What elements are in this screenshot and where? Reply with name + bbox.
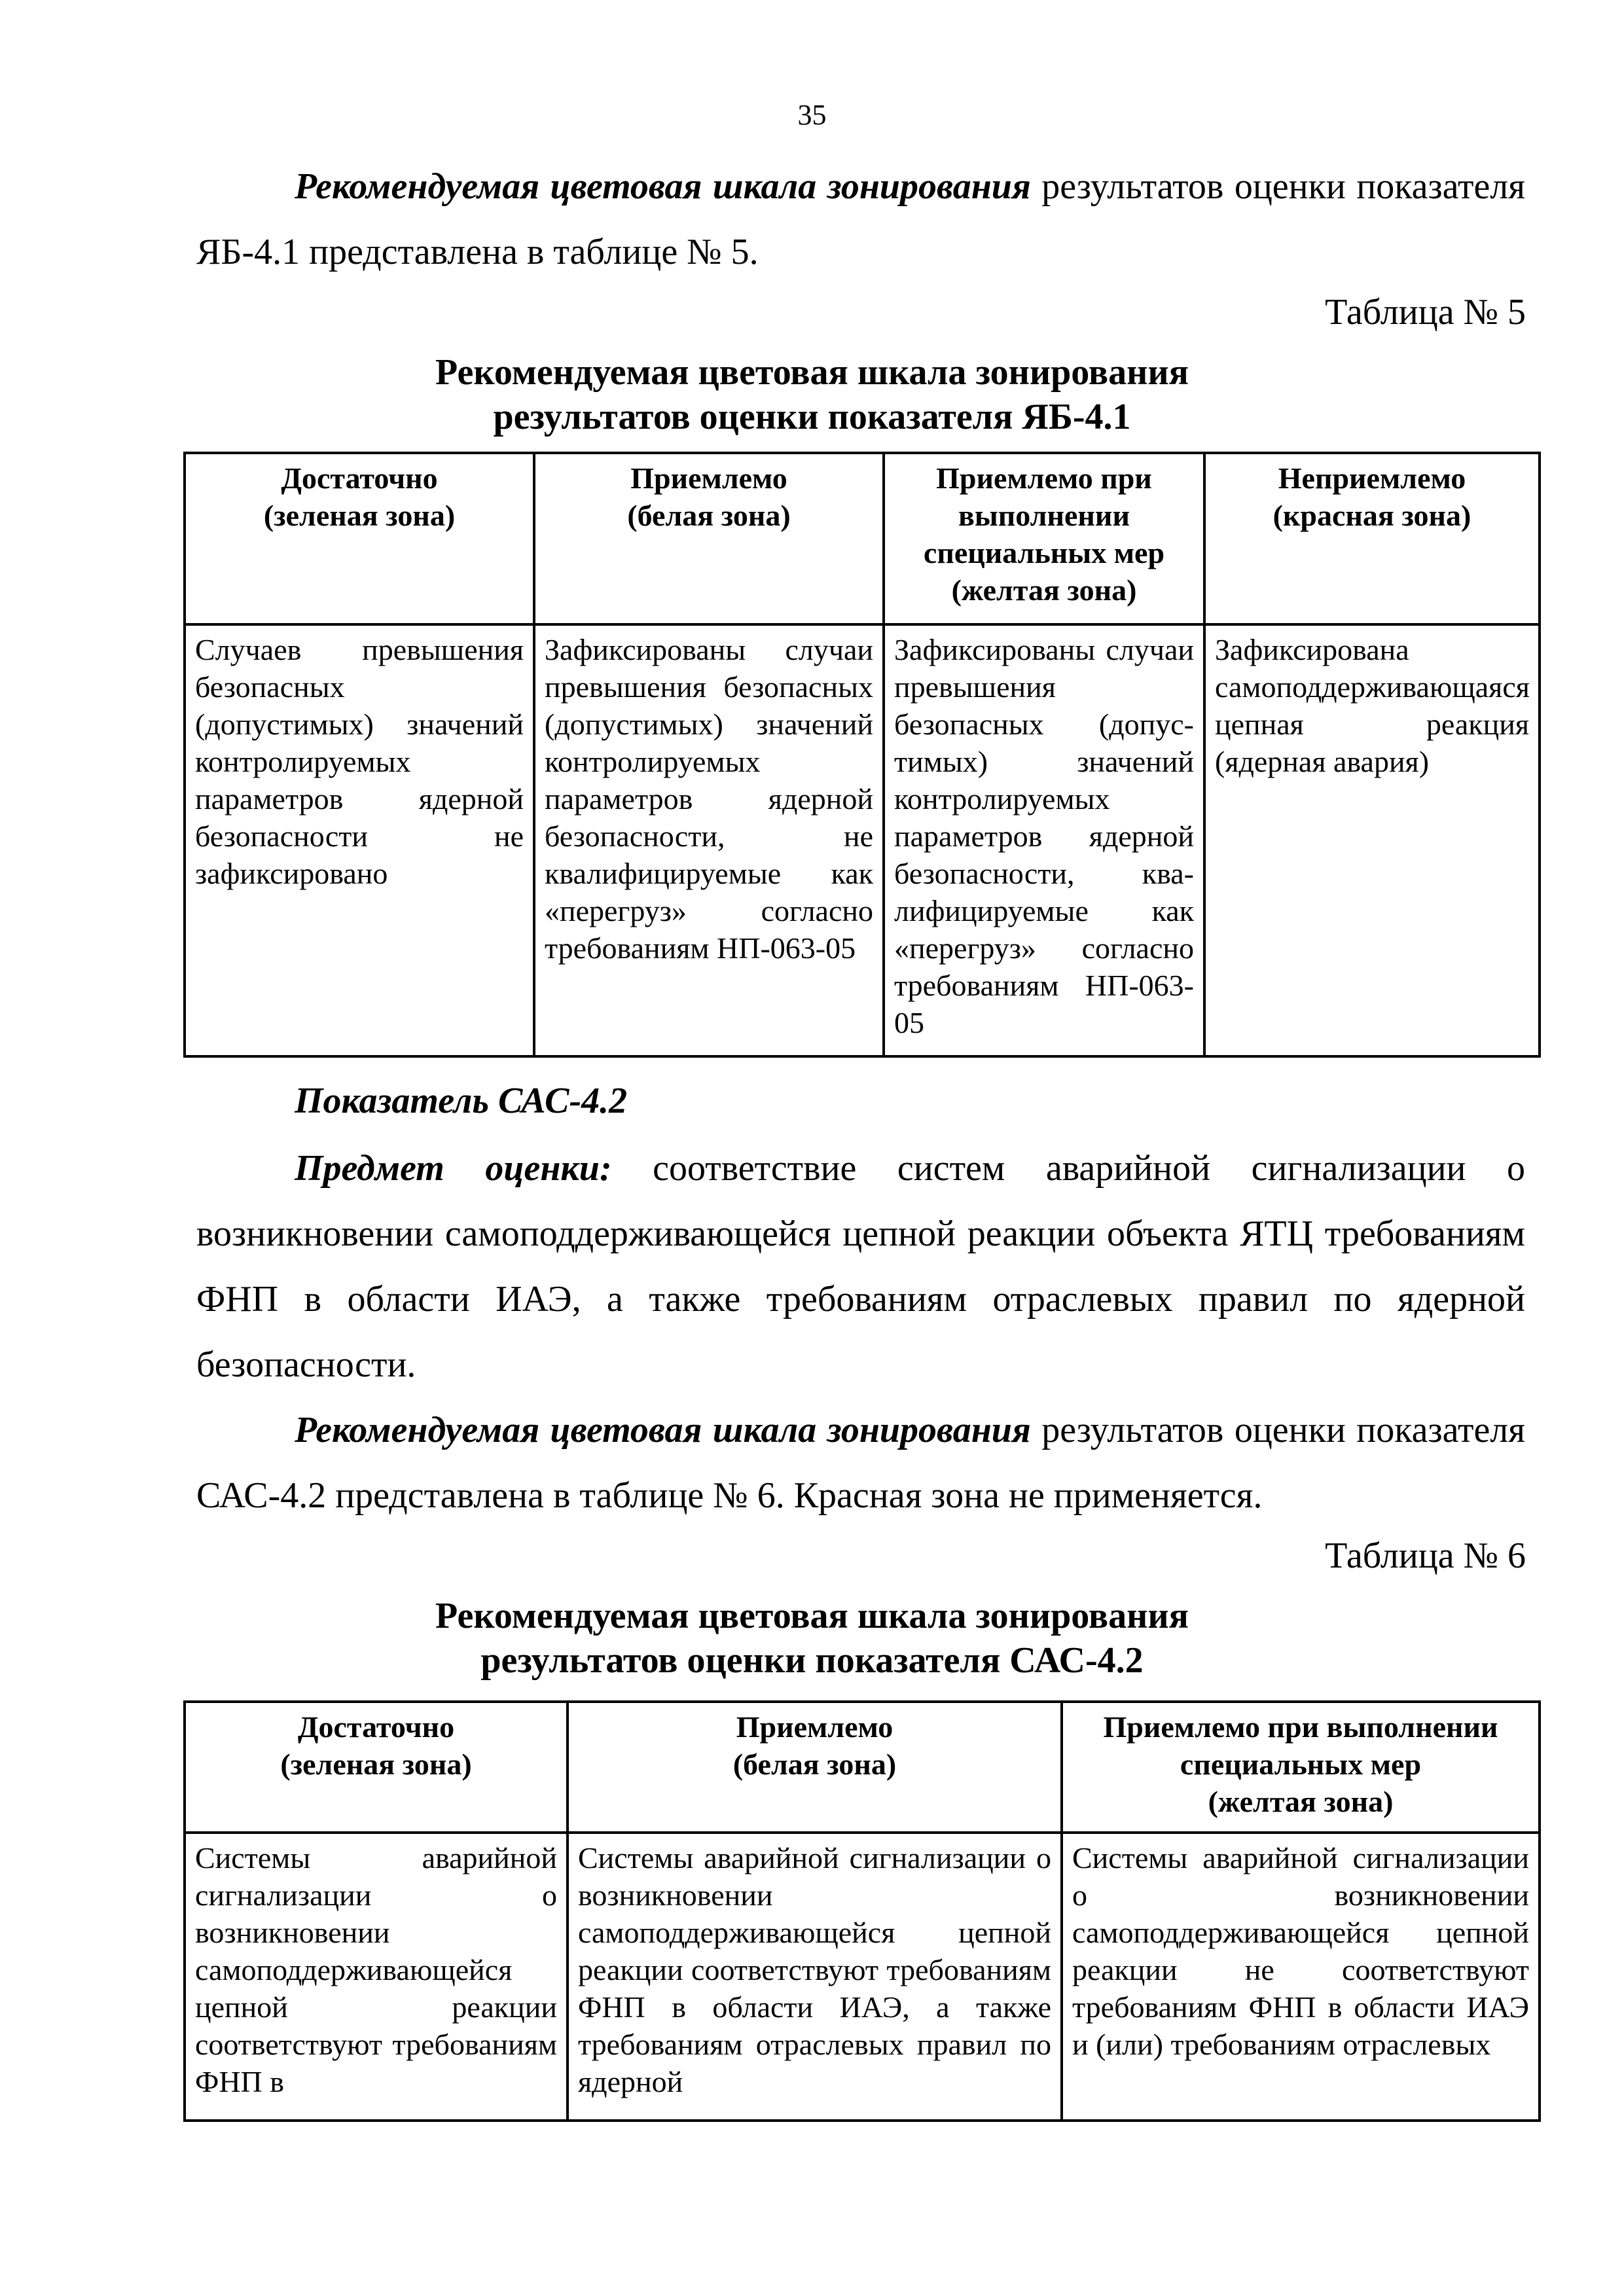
table5-label: Таблица № 5 bbox=[1325, 292, 1526, 332]
intro-paragraph-table6 bbox=[196, 1397, 1525, 1528]
table5 bbox=[183, 452, 1541, 1058]
table5-cell-yellow: Зафиксированы случаи превышения безопасных (допустимых) значений контролируемых параметров ядерной безопасности, квалифицируемые как «перегруз» согласно требованиям НП-063-05 bbox=[884, 624, 1204, 1056]
table5-title-line2: результатов оценки показателя ЯБ-4.1 bbox=[493, 397, 1131, 437]
table5-header-row bbox=[185, 453, 1540, 624]
intro-paragraph-table5 bbox=[196, 154, 1525, 285]
table6-cell-white: Системы аварийной сигнализации о возникновении самоподдерживающейся цепной реакции соответствуют требованиям ФНП в области ИАЭ, а также требованиям отраслевых правил по ядерной bbox=[568, 1833, 1062, 2121]
table6-cell-green: Системы аварийной сигнализации о возникновении самоподдерживающейся цепной реакции соответствуют требованиям ФНП в bbox=[185, 1833, 568, 2121]
indicator-title: Показатель САС-4.2 bbox=[295, 1081, 628, 1121]
table6-row bbox=[185, 1833, 1540, 2121]
table6 bbox=[183, 1700, 1541, 2122]
table6-header-white: Приемлемо (белая зона) bbox=[568, 1702, 1062, 1833]
table6-label: Таблица № 6 bbox=[1325, 1535, 1526, 1576]
table6-title-line2: результатов оценки показателя САС-4.2 bbox=[480, 1640, 1144, 1681]
intro2-text: результатов оценки показателя САС-4.2 представлена в таблице № 6. Красная зона не применяется. bbox=[196, 1410, 1526, 1516]
table5-header-green: Достаточно (зеленая зона) bbox=[185, 453, 534, 624]
table6-header-yellow: Приемлемо при выполнении специальных мер (желтая зона) bbox=[1062, 1702, 1540, 1833]
table5-header-red: Неприемлемо (красная зона) bbox=[1204, 453, 1540, 624]
table6-title bbox=[0, 1594, 1624, 1683]
table6-title-line1: Рекомендуемая цветовая шкала зонирования bbox=[435, 1596, 1189, 1636]
table5-header-yellow: Приемлемо при выполнении специальных мер (желтая зона) bbox=[884, 453, 1204, 624]
subject-text: соответствие систем аварийной сигнализации о возникновении самоподдерживающейся цепной реакции объекта ЯТЦ требованиям ФНП в области ИАЭ, а также требованиям отраслевых правил по ядерной безопасности. bbox=[196, 1148, 1526, 1385]
subject-label: Предмет оценки: bbox=[295, 1148, 612, 1189]
table6-header-green: Достаточно (зеленая зона) bbox=[185, 1702, 568, 1833]
table6-cell-yellow: Системы аварийной сигнализации о возникновении самоподдерживающейся цепной реакции не соответствуют требованиям ФНП в области ИАЭ и (или) требованиям отраслевых bbox=[1062, 1833, 1540, 2121]
intro2-bold-phrase: Рекомендуемая цветовая шкала зонирования bbox=[295, 1410, 1031, 1450]
table6-header-row bbox=[185, 1702, 1540, 1833]
table5-title bbox=[0, 350, 1624, 439]
intro-bold-phrase: Рекомендуемая цветовая шкала зонирования bbox=[295, 166, 1031, 207]
page-number: 35 bbox=[797, 99, 827, 131]
intro-text: результатов оценки показателя ЯБ-4.1 представлена в таблице № 5. bbox=[196, 166, 1526, 272]
table5-cell-red: Зафиксирована самоподдерживающаяся цепная реакция (ядерная авария) bbox=[1204, 624, 1540, 1056]
table5-cell-white: Зафиксированы случаи превышения безопасных (допустимых) значений контролируемых параметров ядерной безопасности, не квалифицируемые как «перегруз» согласно требованиям НП-063-05 bbox=[534, 624, 884, 1056]
subject-paragraph bbox=[196, 1136, 1525, 1397]
table5-row bbox=[185, 624, 1540, 1056]
table5-cell-green: Случаев превышения безопасных (допустимых) значений контролируемых параметров ядерной безопасности не зафиксировано bbox=[185, 624, 534, 1056]
table5-header-white: Приемлемо (белая зона) bbox=[534, 453, 884, 624]
table5-title-line1: Рекомендуемая цветовая шкала зонирования bbox=[435, 352, 1189, 393]
